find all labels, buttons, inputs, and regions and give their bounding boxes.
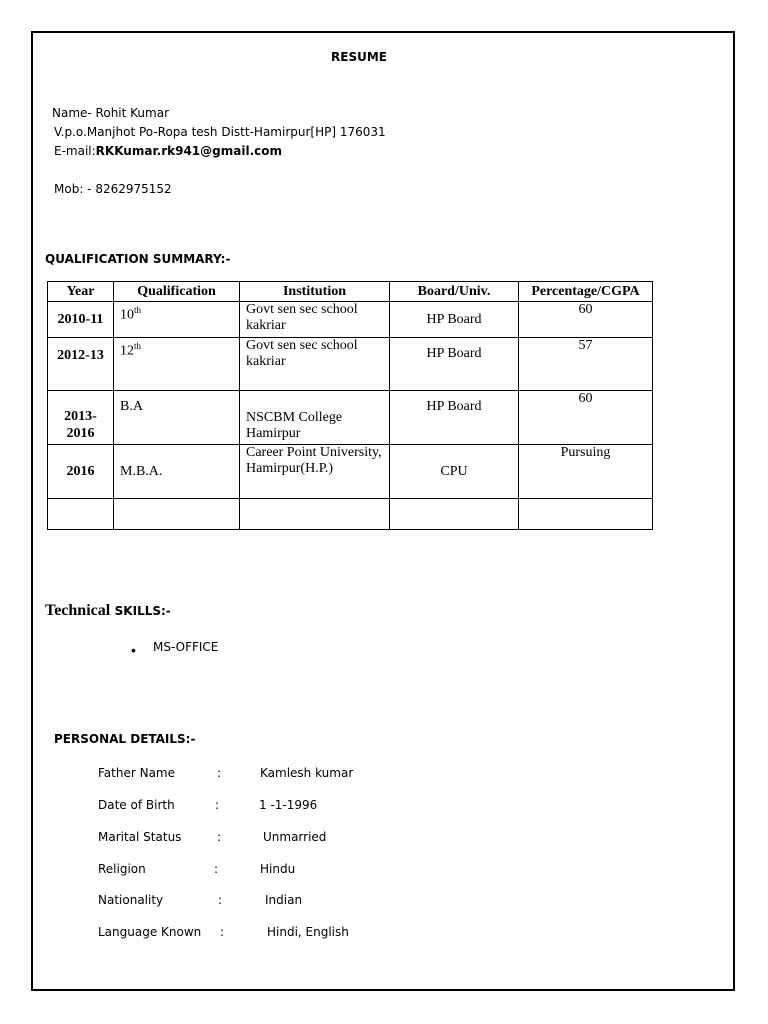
personal-label: Date of Birth (98, 798, 175, 812)
contact-email-line (54, 144, 282, 158)
personal-sep: : (217, 830, 222, 844)
header-board: Board/Univ. (390, 282, 519, 302)
cell-empty (240, 499, 390, 530)
cell-year: 2013-2016 (48, 391, 114, 445)
personal-value: Hindi, English (267, 925, 349, 939)
cell-empty (114, 499, 240, 530)
cell-institution: Govt sen sec school kakriar (240, 302, 390, 338)
contact-name: Name- Rohit Kumar (52, 106, 169, 120)
resume-title: RESUME (331, 50, 387, 64)
skills-heading (45, 602, 171, 620)
personal-label: Father Name (98, 766, 175, 780)
cell-empty (48, 499, 114, 530)
cell-board: CPU (390, 445, 519, 499)
table-row (48, 391, 653, 445)
cell-qualification: B.A (114, 391, 240, 445)
cell-board: HP Board (390, 338, 519, 391)
cell-percentage: 60 (519, 302, 653, 338)
header-institution: Institution (240, 282, 390, 302)
personal-sep: : (215, 798, 220, 812)
personal-value: Unmarried (263, 830, 327, 844)
cell-percentage: Pursuing (519, 445, 653, 499)
resume-page (31, 31, 735, 991)
personal-label: Language Known (98, 925, 202, 939)
cell-board: HP Board (390, 302, 519, 338)
superscript: th (134, 341, 142, 351)
header-qualification: Qualification (114, 282, 240, 302)
personal-heading: PERSONAL DETAILS:- (54, 732, 196, 746)
personal-label: Religion (98, 862, 146, 876)
table-row-empty (48, 499, 653, 530)
personal-sep: : (217, 766, 222, 780)
cell-year: 2010-11 (48, 302, 114, 338)
cell-institution: Govt sen sec school kakriar (240, 338, 390, 391)
cell-year: 2016 (48, 445, 114, 499)
cell-qualification: M.B.A. (114, 445, 240, 499)
skill-item: MS-OFFICE (153, 640, 219, 654)
personal-label: Nationality (98, 893, 164, 907)
qualification-table (47, 281, 653, 530)
cell-empty (519, 499, 653, 530)
email-value: RKKumar.rk941@gmail.com (95, 144, 282, 158)
cell-institution: Career Point University, Hamirpur(H.P.) (240, 445, 390, 499)
table-row (48, 338, 653, 391)
cell-empty (390, 499, 519, 530)
personal-value: 1 -1-1996 (259, 798, 318, 812)
personal-value: Hindu (260, 862, 296, 876)
table-header-row (48, 282, 653, 302)
cell-percentage: 57 (519, 338, 653, 391)
personal-sep: : (214, 862, 219, 876)
table-row (48, 445, 653, 499)
personal-sep: : (220, 925, 225, 939)
personal-label: Marital Status (98, 830, 182, 844)
cell-qualification: 10th (114, 302, 240, 338)
header-percentage: Percentage/CGPA (519, 282, 653, 302)
contact-mobile: Mob: - 8262975152 (54, 182, 172, 196)
contact-address: V.p.o.Manjhot Po-Ropa tesh Distt-Hamirpur[HP] 176031 (54, 125, 386, 139)
personal-value: Kamlesh kumar (260, 766, 354, 780)
personal-value: Indian (265, 893, 303, 907)
superscript: th (134, 305, 142, 315)
table-row (48, 302, 653, 338)
personal-sep: : (218, 893, 223, 907)
email-label: E-mail: (54, 144, 96, 158)
header-year: Year (48, 282, 114, 302)
cell-qualification: 12th (114, 338, 240, 391)
qualification-heading: QUALIFICATION SUMMARY:- (45, 252, 231, 266)
skills-heading-rest: SKILLS:- (114, 604, 171, 618)
cell-percentage: 60 (519, 391, 653, 445)
cell-year: 2012-13 (48, 338, 114, 391)
bullet-icon: • (131, 642, 136, 658)
cell-institution: NSCBM College Hamirpur (240, 391, 390, 445)
skills-heading-word: Technical (45, 602, 111, 619)
cell-board: HP Board (390, 391, 519, 445)
